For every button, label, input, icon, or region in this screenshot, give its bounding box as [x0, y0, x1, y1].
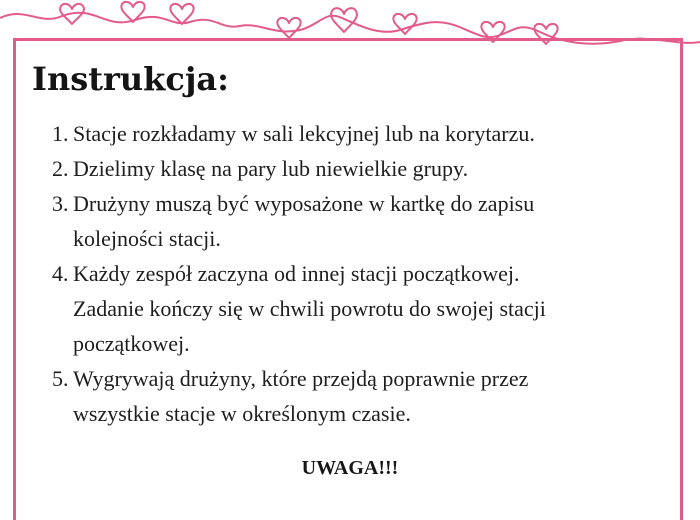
- list-item: [52, 116, 652, 151]
- list-item-text: Stacje rozkładamy w sali lekcyjnej lub na korytarzu.: [73, 121, 535, 146]
- list-item: [52, 151, 652, 186]
- heart-icon: [277, 18, 300, 38]
- heart-icon: [481, 22, 504, 42]
- list-item-text: Wygrywają drużyny, które przejdą poprawnie przez wszystkie stacje w określonym czasie.: [73, 366, 529, 426]
- heart-icon: [331, 8, 357, 32]
- list-item-number: 2.: [52, 156, 69, 181]
- list-item: [52, 256, 652, 361]
- instructions-list: [52, 116, 652, 431]
- list-item-text: Dzielimy klasę na pary lub niewielkie grupy.: [73, 156, 469, 181]
- warning-heading: UWAGA!!!: [301, 457, 399, 479]
- page-title: Instrukcja:: [32, 60, 229, 98]
- heart-garland-decoration: [0, 0, 700, 60]
- list-item: [52, 186, 652, 256]
- list-item: [52, 361, 652, 431]
- garland-string: [0, 13, 700, 44]
- list-item-text: Każdy zespół zaczyna od innej stacji początkowej. Zadanie kończy się w chwili powrotu do swojej stacji początkowej.: [73, 261, 546, 356]
- list-item-text: Drużyny muszą być wyposażone w kartkę do zapisu kolejności stacji.: [73, 191, 535, 251]
- list-item-number: 4.: [52, 261, 69, 286]
- list-item-number: 3.: [52, 191, 69, 216]
- list-item-number: 5.: [52, 366, 69, 391]
- list-item-number: 1.: [52, 121, 69, 146]
